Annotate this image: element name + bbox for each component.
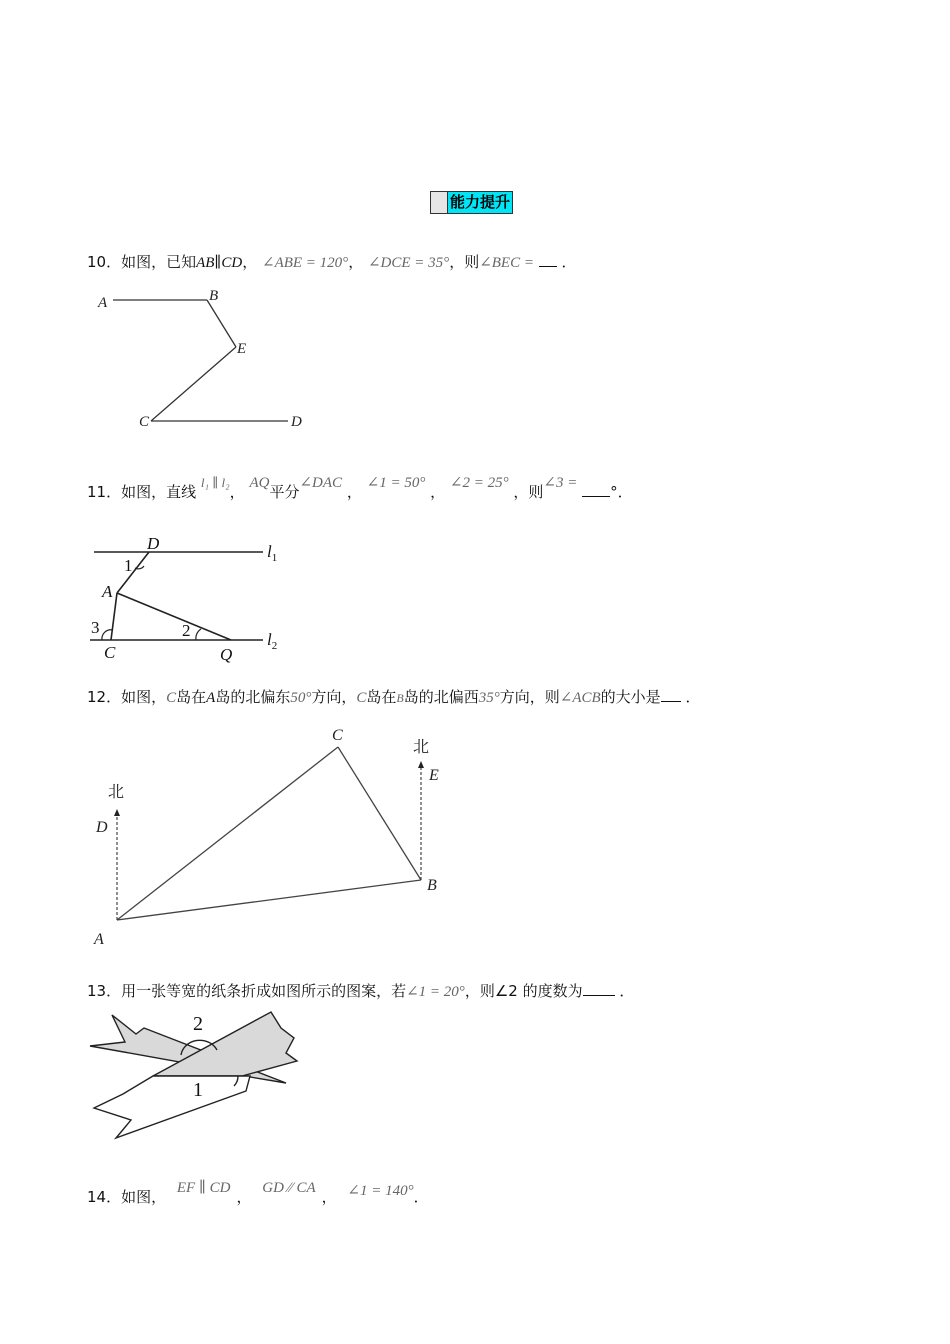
q12-period: ． (685, 688, 701, 706)
q11-label-3: 3 (91, 618, 100, 637)
q10-label-e: E (237, 341, 247, 357)
q11-comma-3: ， (430, 483, 446, 501)
q12-line-ab (117, 880, 421, 920)
q12-label-d: D (96, 819, 108, 836)
q12-line-cb (338, 747, 421, 880)
q10-text-2: ，则 (449, 253, 480, 271)
q14-period: ． (413, 1188, 429, 1206)
q11-label-a: A (102, 582, 113, 601)
q11-math-angle-2: ∠2 = 25° (449, 475, 509, 491)
q10-line-be (207, 300, 236, 347)
q12-text-3: 岛的北偏东 (215, 688, 291, 706)
q12-text-5: 岛在 (366, 688, 397, 706)
q12-label-north-b: 北 (413, 739, 430, 756)
q11-line-aq (117, 593, 231, 640)
section-title-text: 能力提升 (450, 193, 511, 211)
q12-line-ac (117, 747, 338, 920)
q11-label-c: C (104, 643, 116, 662)
q12-label-e: E (429, 767, 439, 784)
q14-text-1: 如图， (121, 1188, 167, 1206)
q12-math-c1: C (166, 690, 177, 706)
q11-line-da (117, 552, 149, 593)
q12-figure (86, 718, 456, 953)
q10-period: ． (561, 253, 577, 271)
q12-text-1: 如图， (121, 688, 167, 706)
q13-label-2: 2 (193, 1013, 203, 1035)
q12-math-50: 50° (290, 690, 312, 706)
q10-math-parallel: AB∥CD (196, 255, 243, 271)
q12-math-b: B (396, 691, 404, 705)
q14-comma-2: ， (321, 1188, 337, 1206)
q11-degree-period: °． (610, 483, 633, 501)
q11-number: 11． (87, 483, 122, 501)
q11-label-l2: $l_2$ (267, 630, 278, 652)
q11-comma-1: ， (229, 483, 245, 501)
q11-text-2: 平分 (269, 483, 300, 501)
q14-number: 14． (87, 1188, 122, 1206)
q10-label-d: D (291, 414, 302, 430)
q11-label-2: 2 (182, 621, 191, 640)
q10-number: 10． (87, 253, 122, 271)
q11-label-q: Q (220, 645, 233, 664)
q11-arc-2 (196, 629, 201, 640)
q12-text-2: 岛在 (176, 688, 207, 706)
q11-answer-blank[interactable] (582, 482, 610, 497)
q13-band-bottom (94, 1076, 250, 1138)
q13-label-1: 1 (193, 1079, 203, 1101)
q12-arrow-a (114, 809, 120, 816)
q12-answer-blank[interactable] (661, 687, 681, 702)
q11-label-l1: $l_1$ (267, 542, 278, 564)
q11-math-angle-1: ∠1 = 50° (366, 475, 426, 491)
q11-comma-2: ， (346, 483, 362, 501)
question-12 (87, 686, 700, 707)
q11-text-3: ，则 (513, 483, 544, 501)
q12-text-4: 方向， (311, 688, 357, 706)
q12-math-a: A (206, 690, 216, 706)
question-13 (87, 980, 634, 1001)
question-11 (87, 475, 633, 502)
q11-label-d: D (147, 534, 160, 553)
q12-number: 12． (87, 688, 122, 706)
q12-math-c2: C (356, 690, 367, 706)
q11-label-1: 1 (124, 556, 133, 575)
q11-figure (86, 530, 296, 665)
q12-label-c: C (332, 727, 343, 744)
q10-math-angle-abe: ∠ABE = 120° (262, 255, 349, 271)
q10-answer-blank[interactable] (539, 252, 557, 267)
q10-comma-2: ， (348, 253, 364, 271)
q12-math-35: 35° (478, 690, 500, 706)
q12-math-angle-acb: ∠ACB (559, 690, 601, 706)
q10-label-a: A (98, 295, 108, 311)
q14-math-ef-cd: EF ∥ CD (176, 1180, 231, 1196)
q12-text-8: 的大小是 (600, 688, 661, 706)
q12-label-b: B (427, 877, 437, 894)
q12-label-north-a: 北 (108, 784, 125, 801)
q13-figure (86, 1008, 306, 1143)
q13-period: ． (619, 982, 635, 1000)
q10-math-angle-dce: ∠DCE = 35° (367, 255, 450, 271)
q12-arrow-b (418, 761, 424, 768)
section-title-marker (431, 192, 448, 213)
q11-math-angle-dac: ∠DAC (299, 475, 343, 491)
q10-text-1: 如图，已知 (121, 253, 197, 271)
q13-answer-blank[interactable] (583, 981, 615, 996)
q10-label-b: B (209, 288, 219, 304)
q13-text-2: ，则∠2 的度数为 (464, 982, 583, 1000)
q11-math-aq: AQ (249, 475, 270, 491)
section-title (430, 191, 513, 214)
q11-math-parallel: l₁ ∥ l₂ (200, 475, 230, 490)
q11-text-1: 如图，直线 (121, 483, 197, 501)
q12-label-a: A (94, 931, 104, 948)
q13-text-1: 用一张等宽的纸条折成如图所示的图案，若 (121, 982, 407, 1000)
q13-number: 13． (87, 982, 122, 1000)
q14-comma-1: ， (236, 1188, 252, 1206)
q10-math-angle-bec: ∠BEC = (479, 255, 534, 271)
q14-math-angle-1: ∠1 = 140° (347, 1183, 414, 1199)
q14-math-gd-ca: GD ⁄⁄ CA (262, 1180, 316, 1196)
q10-figure (90, 283, 320, 433)
q11-math-angle-3: ∠3 = (543, 475, 578, 491)
q10-label-c: C (139, 414, 150, 430)
q10-comma-1: ， (242, 253, 258, 271)
q13-math-angle-1: ∠1 = 20° (406, 984, 465, 1000)
q10-line-ec (151, 347, 236, 421)
question-10 (87, 251, 577, 272)
question-14 (87, 1180, 429, 1207)
q12-text-7: 方向，则 (499, 688, 560, 706)
q12-text-6: 岛的北偏西 (403, 688, 479, 706)
